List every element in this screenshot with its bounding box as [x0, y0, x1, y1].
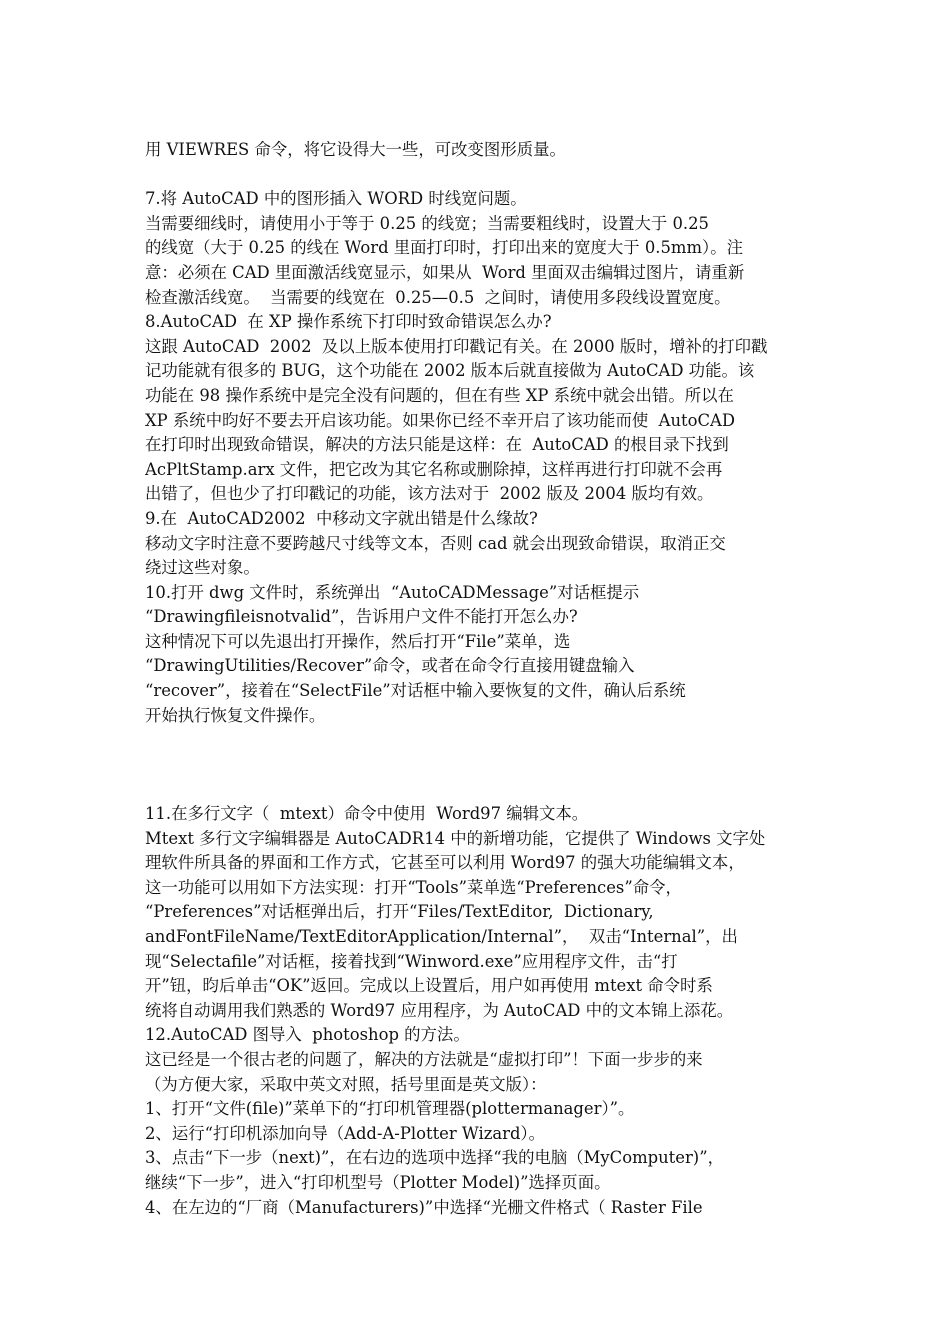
text-line: 8.AutoCAD 在 XP 操作系统下打印时致命错误怎么办? — [145, 312, 552, 332]
text-line: 当需要细线时，请使用小于等于 0.25 的线宽；当需要粗线时，设置大于 0.25 — [145, 213, 709, 233]
text-line: 的线宽（大于 0.25 的线在 Word 里面打印时，打印出来的宽度大于 0.5mm）。注 — [145, 238, 743, 258]
text-line: 记功能就有很多的 BUG，这个功能在 2002 版本后就直接做为 AutoCAD 功能。该 — [145, 361, 755, 381]
text-line: 现“Selectafile”对话框，接着找到“Winword.exe”应用程序文件，击“打 — [145, 951, 678, 971]
text-line: 出错了，但也少了打印戳记的功能，该方法对于 2002 版及 2004 版均有效。 — [145, 484, 714, 504]
text-line: 这一功能可以用如下方法实现：打开“Tools”菜单选“Preferences”命令， — [145, 877, 682, 897]
text-line: 功能在 98 操作系统中是完全没有问题的，但在有些 XP 系统中就会出错。所以在 — [145, 385, 734, 405]
text-line: 1、打开“文件(file)”菜单下的“打印机管理器(plottermanager）”。 — [145, 1099, 635, 1119]
text-line: 11.在多行文字（ mtext）命令中使用 Word97 编辑文本。 — [145, 804, 589, 824]
text-line: “Drawingfileisnotvalid”，告诉用户文件不能打开怎么办? — [145, 607, 578, 627]
text-line: 统将自动调用我们熟悉的 Word97 应用程序，为 AutoCAD 中的文本锦上添花。 — [145, 1000, 734, 1020]
text-block-2 — [145, 187, 825, 728]
text-line: AcPltStamp.arx 文件，把它改为其它名称或删除掉，这样再进行打印就不会再 — [145, 459, 723, 479]
text-line: 这种情况下可以先退出打开操作，然后打开“File”菜单，选 — [145, 631, 571, 651]
text-line: “Preferences”对话框弹出后，打开“Files/TextEditor, Dictionary, — [145, 902, 654, 922]
document-page — [145, 138, 825, 1220]
text-line: 9.在 AutoCAD2002 中移动文字就出错是什么缘故? — [145, 508, 538, 528]
paragraph-gap — [145, 728, 825, 802]
text-line: 这已经是一个很古老的问题了，解决的方法就是“虚拟打印”！下面一步步的来 — [145, 1049, 703, 1069]
text-line: 这跟 AutoCAD 2002 及以上版本使用打印戳记有关。在 2000 版时，增补的打印戳 — [145, 336, 768, 356]
text-line: 在打印时出现致命错误，解决的方法只能是这样：在 AutoCAD 的根目录下找到 — [145, 435, 729, 455]
text-block-3 — [145, 802, 825, 1220]
text-line: 7.将 AutoCAD 中的图形插入 WORD 时线宽问题。 — [145, 189, 527, 209]
text-line: 12.AutoCAD 图导入 photoshop 的方法。 — [145, 1025, 470, 1045]
text-line: 绕过这些对象。 — [145, 558, 260, 578]
text-block-1 — [145, 138, 825, 163]
text-line: （为方便大家，采取中英文对照，括号里面是英文版）： — [145, 1074, 547, 1094]
text-line: 开始执行恢复文件操作。 — [145, 705, 326, 725]
text-line: 3、点击“下一步（next)”，在右边的选项中选择“我的电脑（MyComputer)”， — [145, 1148, 724, 1168]
text-line: andFontFileName/TextEditorApplication/Internal”， 双击“Internal”，出 — [145, 927, 738, 947]
text-line: XP 系统中昀好不要去开启该功能。如果你已经不幸开启了该功能而使 AutoCAD — [145, 410, 736, 430]
text-line: 2、运行“打印机添加向导（Add-A-Plotter Wizard）。 — [145, 1123, 546, 1143]
text-line: 开”钮，昀后单击“OK”返回。完成以上设置后，用户如再使用 mtext 命令时系 — [145, 976, 713, 996]
text-line: “DrawingUtilities/Recover”命令，或者在命令行直接用键盘输入 — [145, 656, 635, 676]
text-line: 意：必须在 CAD 里面激活线宽显示，如果从 Word 里面双击编辑过图片，请重新 — [145, 262, 745, 282]
text-line: 检查激活线宽。 当需要的线宽在 0.25—0.5 之间时，请使用多段线设置宽度。 — [145, 287, 731, 307]
text-line: 用 VIEWRES 命令，将它设得大一些，可改变图形质量。 — [145, 140, 566, 159]
text-line: “recover”，接着在“SelectFile”对话框中输入要恢复的文件，确认后系统 — [145, 681, 686, 701]
text-line: 10.打开 dwg 文件时，系统弹出 “AutoCADMessage”对话框提示 — [145, 582, 640, 602]
text-line: Mtext 多行文字编辑器是 AutoCADR14 中的新增功能，它提供了 Windows 文字处 — [145, 828, 766, 848]
text-line: 理软件所具备的界面和工作方式，它甚至可以利用 Word97 的强大功能编辑文本， — [145, 853, 745, 873]
text-line: 4、在左边的“厂商（Manufacturers)”中选择“光栅文件格式（ Raster File — [145, 1197, 703, 1217]
text-line: 移动文字时注意不要跨越尺寸线等文本，否则 cad 就会出现致命错误，取消正交 — [145, 533, 726, 553]
paragraph-gap — [145, 163, 825, 188]
text-line: 继续“下一步”，进入“打印机型号（Plotter Model)”选择页面。 — [145, 1172, 611, 1192]
